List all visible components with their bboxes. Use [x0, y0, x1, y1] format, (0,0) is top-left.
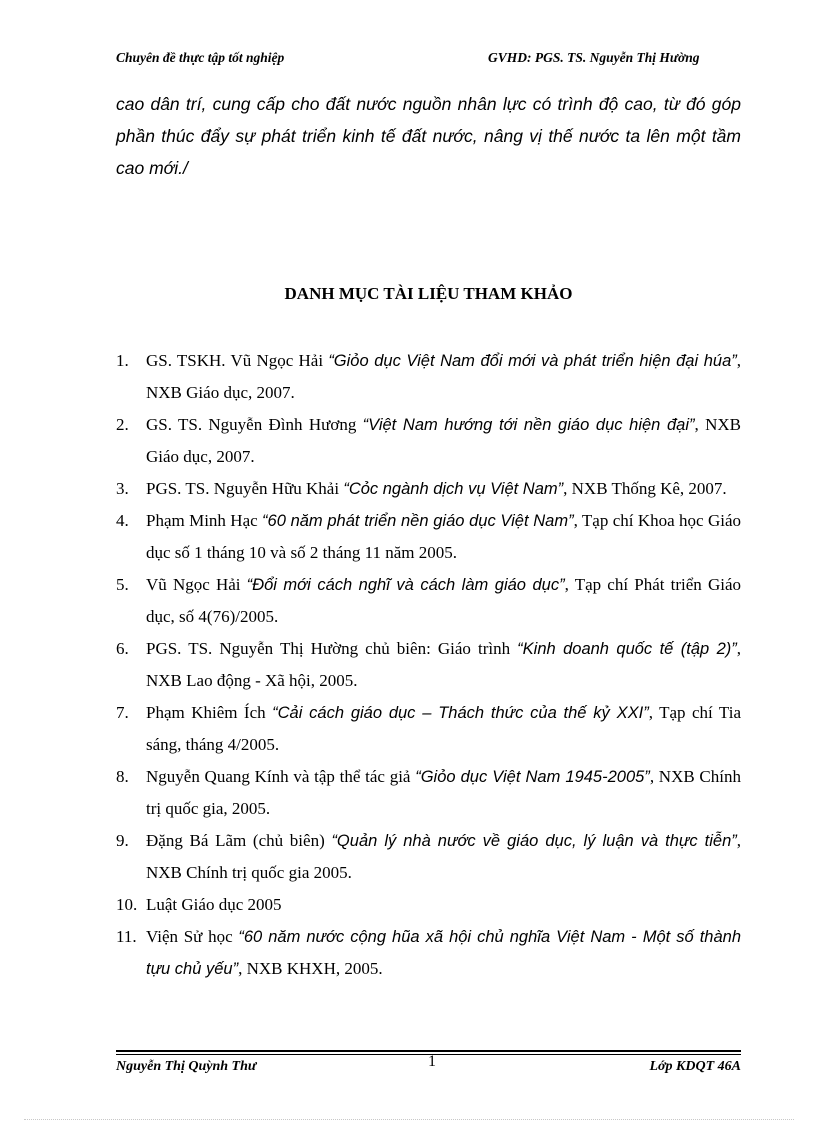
- reference-author: GS. TS. Nguyễn Đình Hương: [146, 415, 363, 434]
- reference-publisher: , Tạp chí Khoa học Giáo dục số 1 tháng 10 và số 2 tháng 11 năm 2005.: [146, 511, 741, 562]
- reference-number: 6.: [116, 639, 129, 658]
- reference-number: 1.: [116, 351, 129, 370]
- header-left: Chuyên đề thực tập tốt nghiệp: [116, 50, 285, 65]
- reference-item: [116, 569, 741, 633]
- reference-author: PGS. TS. Nguyễn Thị Hường chủ biên: Giáo trình: [146, 639, 518, 658]
- reference-title: “60 năm phát triển nền giáo dục Việt Nam”: [262, 512, 574, 530]
- reference-item: [116, 505, 741, 569]
- reference-title: “Giỏo dục Việt Nam 1945-2005”: [415, 768, 650, 786]
- reference-number: 2.: [116, 415, 129, 434]
- reference-item: [116, 409, 741, 473]
- reference-publisher: , Tạp chí Phát triển Giáo dục, số 4(76)/2005.: [146, 575, 741, 626]
- reference-author: Đặng Bá Lãm (chủ biên): [146, 831, 332, 850]
- reference-number: 4.: [116, 511, 129, 530]
- reference-publisher: , NXB KHXH, 2005.: [238, 959, 383, 978]
- reference-number: 9.: [116, 831, 129, 850]
- reference-item: [116, 889, 741, 921]
- footer-rule-thick: [116, 1050, 741, 1052]
- reference-list: [116, 345, 741, 985]
- reference-publisher: , Tạp chí Tia sáng, tháng 4/2005.: [146, 703, 741, 754]
- footer-author: Nguyễn Thị Quỳnh Thư: [116, 1059, 257, 1074]
- reference-title: “Kinh doanh quốc tế (tập 2)”: [517, 640, 737, 658]
- reference-title: “Cải cách giáo dục – Thách thức của thế kỷ XXI”: [272, 704, 649, 722]
- reference-item: [116, 697, 741, 761]
- references-title: DANH MỤC TÀI LIỆU THAM KHẢO: [284, 284, 573, 303]
- reference-title: “Đổi mới cách nghĩ và cách làm giáo dục”: [246, 576, 565, 594]
- reference-number: 8.: [116, 767, 129, 786]
- page-number: 1: [428, 1053, 436, 1070]
- reference-title: “Giỏo dục Việt Nam đổi mới và phát triển hiện đại húa”: [328, 352, 737, 370]
- reference-number: 11.: [116, 927, 137, 946]
- reference-publisher: , NXB Thống Kê, 2007.: [563, 479, 727, 498]
- reference-title: “Cỏc ngành dịch vụ Việt Nam”: [343, 480, 564, 498]
- reference-item: [116, 345, 741, 409]
- reference-author: Viện Sử học: [146, 927, 239, 946]
- reference-author: GS. TSKH. Vũ Ngọc Hải: [146, 351, 329, 370]
- reference-publisher: , NXB Lao động - Xã hội, 2005.: [146, 639, 741, 690]
- reference-number: 7.: [116, 703, 129, 722]
- reference-number: 3.: [116, 479, 129, 498]
- reference-publisher: , NXB Giáo dục, 2007.: [146, 351, 741, 402]
- footer-class: Lớp KDQT 46A: [649, 1059, 741, 1074]
- page-edge-divider: [24, 1119, 794, 1120]
- reference-title: “Quản lý nhà nước về giáo dục, lý luận và thực tiễn”: [331, 832, 737, 850]
- reference-author: Phạm Minh Hạc: [146, 511, 263, 530]
- page-footer: [116, 1053, 741, 1079]
- reference-publisher: , NXB Chính trị quốc gia 2005.: [146, 831, 741, 882]
- reference-number: 10.: [116, 895, 138, 914]
- reference-item: [116, 761, 741, 825]
- header-right: GVHD: PGS. TS. Nguyễn Thị Hường: [488, 50, 700, 65]
- reference-item: [116, 921, 741, 985]
- reference-author: Phạm Khiêm Ích: [146, 703, 273, 722]
- reference-title: “60 năm nước cộng hũa xã hội chủ nghĩa Việt Nam - Một số thành tựu chủ yếu”: [146, 928, 741, 978]
- reference-publisher: , NXB Chính trị quốc gia, 2005.: [146, 767, 741, 818]
- reference-number: 5.: [116, 575, 129, 594]
- reference-title: “Việt Nam hướng tới nền giáo dục hiện đại”: [362, 416, 695, 434]
- reference-item: [116, 473, 741, 505]
- reference-author: Luật Giáo dục 2005: [146, 895, 282, 914]
- intro-paragraph: cao dân trí, cung cấp cho đất nước nguồn nhân lực có trình độ cao, từ đó góp phần thúc đẩy sự phát triển kinh tế đất nước, nâng vị thế nước ta lên một tầm cao mới./: [116, 94, 741, 178]
- reference-author: Vũ Ngọc Hải: [146, 575, 247, 594]
- reference-publisher: , NXB Giáo dục, 2007.: [146, 415, 741, 466]
- page-header: [116, 49, 741, 89]
- reference-item: [116, 633, 741, 697]
- reference-author: Nguyễn Quang Kính và tập thể tác giả: [146, 767, 416, 786]
- reference-author: PGS. TS. Nguyễn Hữu Khải: [146, 479, 344, 498]
- reference-item: [116, 825, 741, 889]
